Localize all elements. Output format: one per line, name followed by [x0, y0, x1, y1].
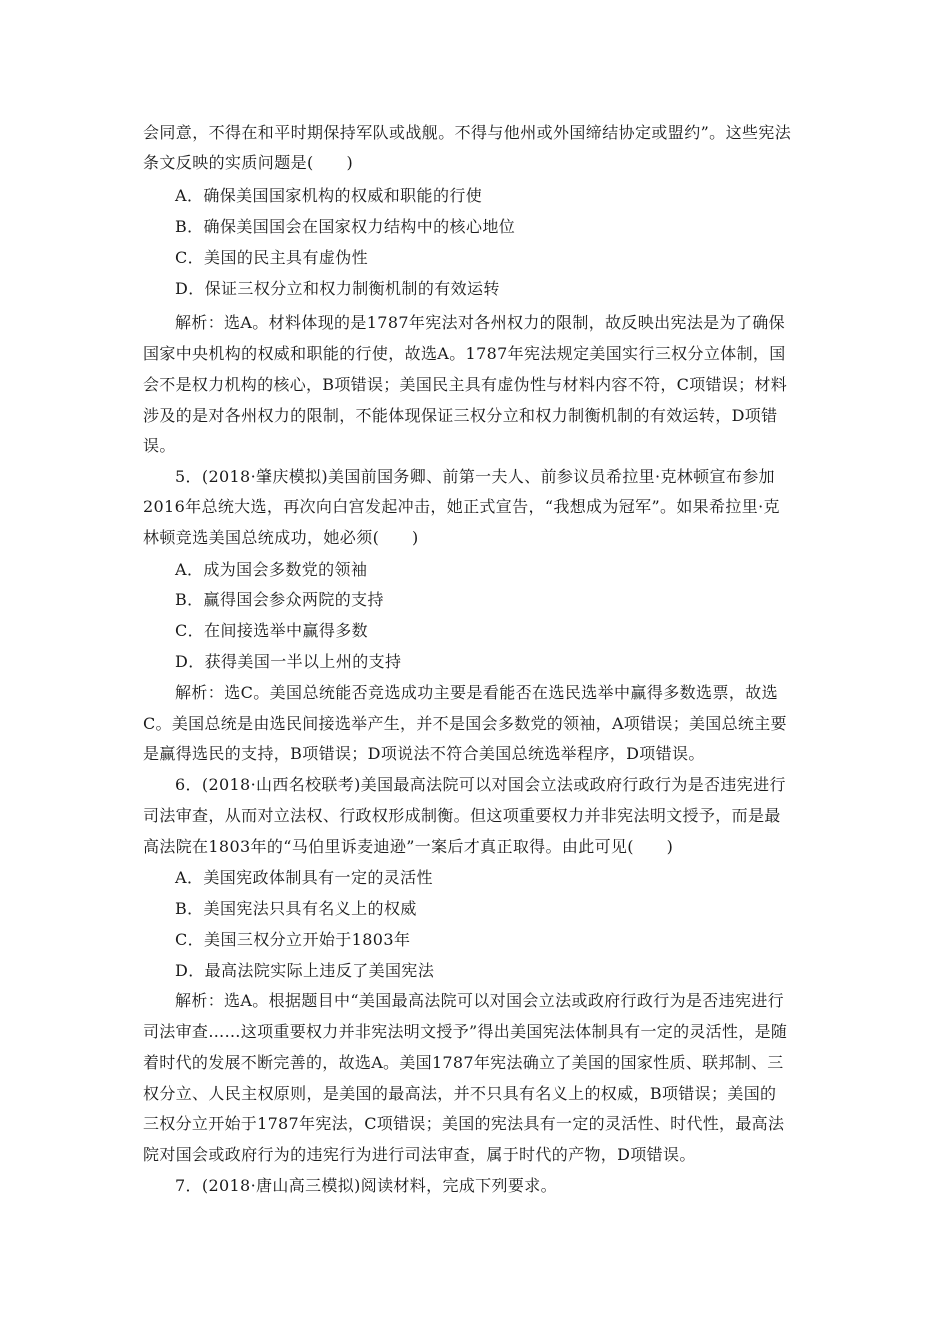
- text-line: C．美国的民主具有虚伪性: [175, 248, 369, 267]
- text-line: 司法审查，从而对立法权、行政权形成制衡。但这项重要权力并非宪法明文授予，而是最: [143, 806, 781, 825]
- text-line: 2016年总统大选，再次向白宫发起冲击，她正式宣告，“我想成为冠军”。如果希拉里·克: [143, 497, 780, 516]
- text-line: B．确保美国国会在国家权力结构中的核心地位: [175, 217, 516, 236]
- text-line: 5．(2018·肇庆模拟)美国前国务卿、前第一夫人、前参议员希拉里·克林顿宣布参加: [175, 467, 775, 486]
- text-line: 解析：选A。材料体现的是1787年宪法对各州权力的限制，故反映出宪法是为了确保: [175, 313, 785, 332]
- text-line: A．确保美国国家机构的权威和职能的行使: [175, 186, 483, 205]
- text-line: 司法审查……这项重要权力并非宪法明文授予”得出美国宪法体制具有一定的灵活性，是随: [143, 1022, 788, 1041]
- text-line: A．美国宪政体制具有一定的灵活性: [175, 868, 433, 887]
- text-line: 6．(2018·山西名校联考)美国最高法院可以对国会立法或政府行政行为是否违宪进行: [175, 775, 786, 794]
- text-line: 解析：选C。美国总统能否竞选成功主要是看能否在选民选举中赢得多数选票，故选: [175, 683, 779, 702]
- text-line: B．赢得国会参众两院的支持: [175, 590, 384, 609]
- text-line: D．最高法院实际上违反了美国宪法: [175, 961, 435, 980]
- text-line: 是赢得选民的支持，B项错误；D项说法不符合美国总统选举程序，D项错误。: [143, 744, 705, 763]
- text-line: D．获得美国一半以上州的支持: [175, 652, 402, 671]
- text-line: 着时代的发展不断完善的，故选A。美国1787年宪法确立了美国的国家性质、联邦制、三: [143, 1053, 784, 1072]
- text-line: 会不是权力机构的核心，B项错误；美国民主具有虚伪性与材料内容不符，C项错误；材料: [143, 375, 788, 394]
- text-line: 条文反映的实质问题是( ): [143, 153, 354, 172]
- text-line: C．美国三权分立开始于1803年: [175, 930, 411, 949]
- text-line: 高法院在1803年的“马伯里诉麦迪逊”一案后才真正取得。由此可见( ): [143, 837, 674, 856]
- text-line: 解析：选A。根据题目中“美国最高法院可以对国会立法或政府行政行为是否违宪进行: [175, 991, 785, 1010]
- text-line: 林顿竞选美国总统成功，她必须( ): [143, 528, 419, 547]
- text-line: 权分立、人民主权原则，是美国的最高法，并不只具有名义上的权威，B项错误；美国的: [143, 1084, 777, 1103]
- text-line: 7．(2018·唐山高三模拟)阅读材料，完成下列要求。: [175, 1176, 557, 1195]
- text-line: C．在间接选举中赢得多数: [175, 621, 369, 640]
- text-line: A．成为国会多数党的领袖: [175, 560, 368, 579]
- text-line: D．保证三权分立和权力制衡机制的有效运转: [175, 279, 500, 298]
- text-line: 会同意，不得在和平时期保持军队或战舰。不得与他州或外国缔结协定或盟约”。这些宪法: [143, 123, 792, 142]
- text-line: 涉及的是对各州权力的限制，不能体现保证三权分立和权力制衡机制的有效运转，D项错: [143, 406, 778, 425]
- text-line: 院对国会或政府行为的违宪行为进行司法审查，属于时代的产物，D项错误。: [143, 1145, 696, 1164]
- text-line: B．美国宪法只具有名义上的权威: [175, 899, 417, 918]
- text-line: C。美国总统是由选民间接选举产生，并不是国会多数党的领袖，A项错误；美国总统主要: [143, 714, 787, 733]
- text-line: 三权分立开始于1787年宪法，C项错误；美国的宪法具有一定的灵活性、时代性，最高法: [143, 1114, 785, 1133]
- text-line: 误。: [143, 436, 176, 455]
- text-line: 国家中央机构的权威和职能的行使，故选A。1787年宪法规定美国实行三权分立体制，国: [143, 344, 786, 363]
